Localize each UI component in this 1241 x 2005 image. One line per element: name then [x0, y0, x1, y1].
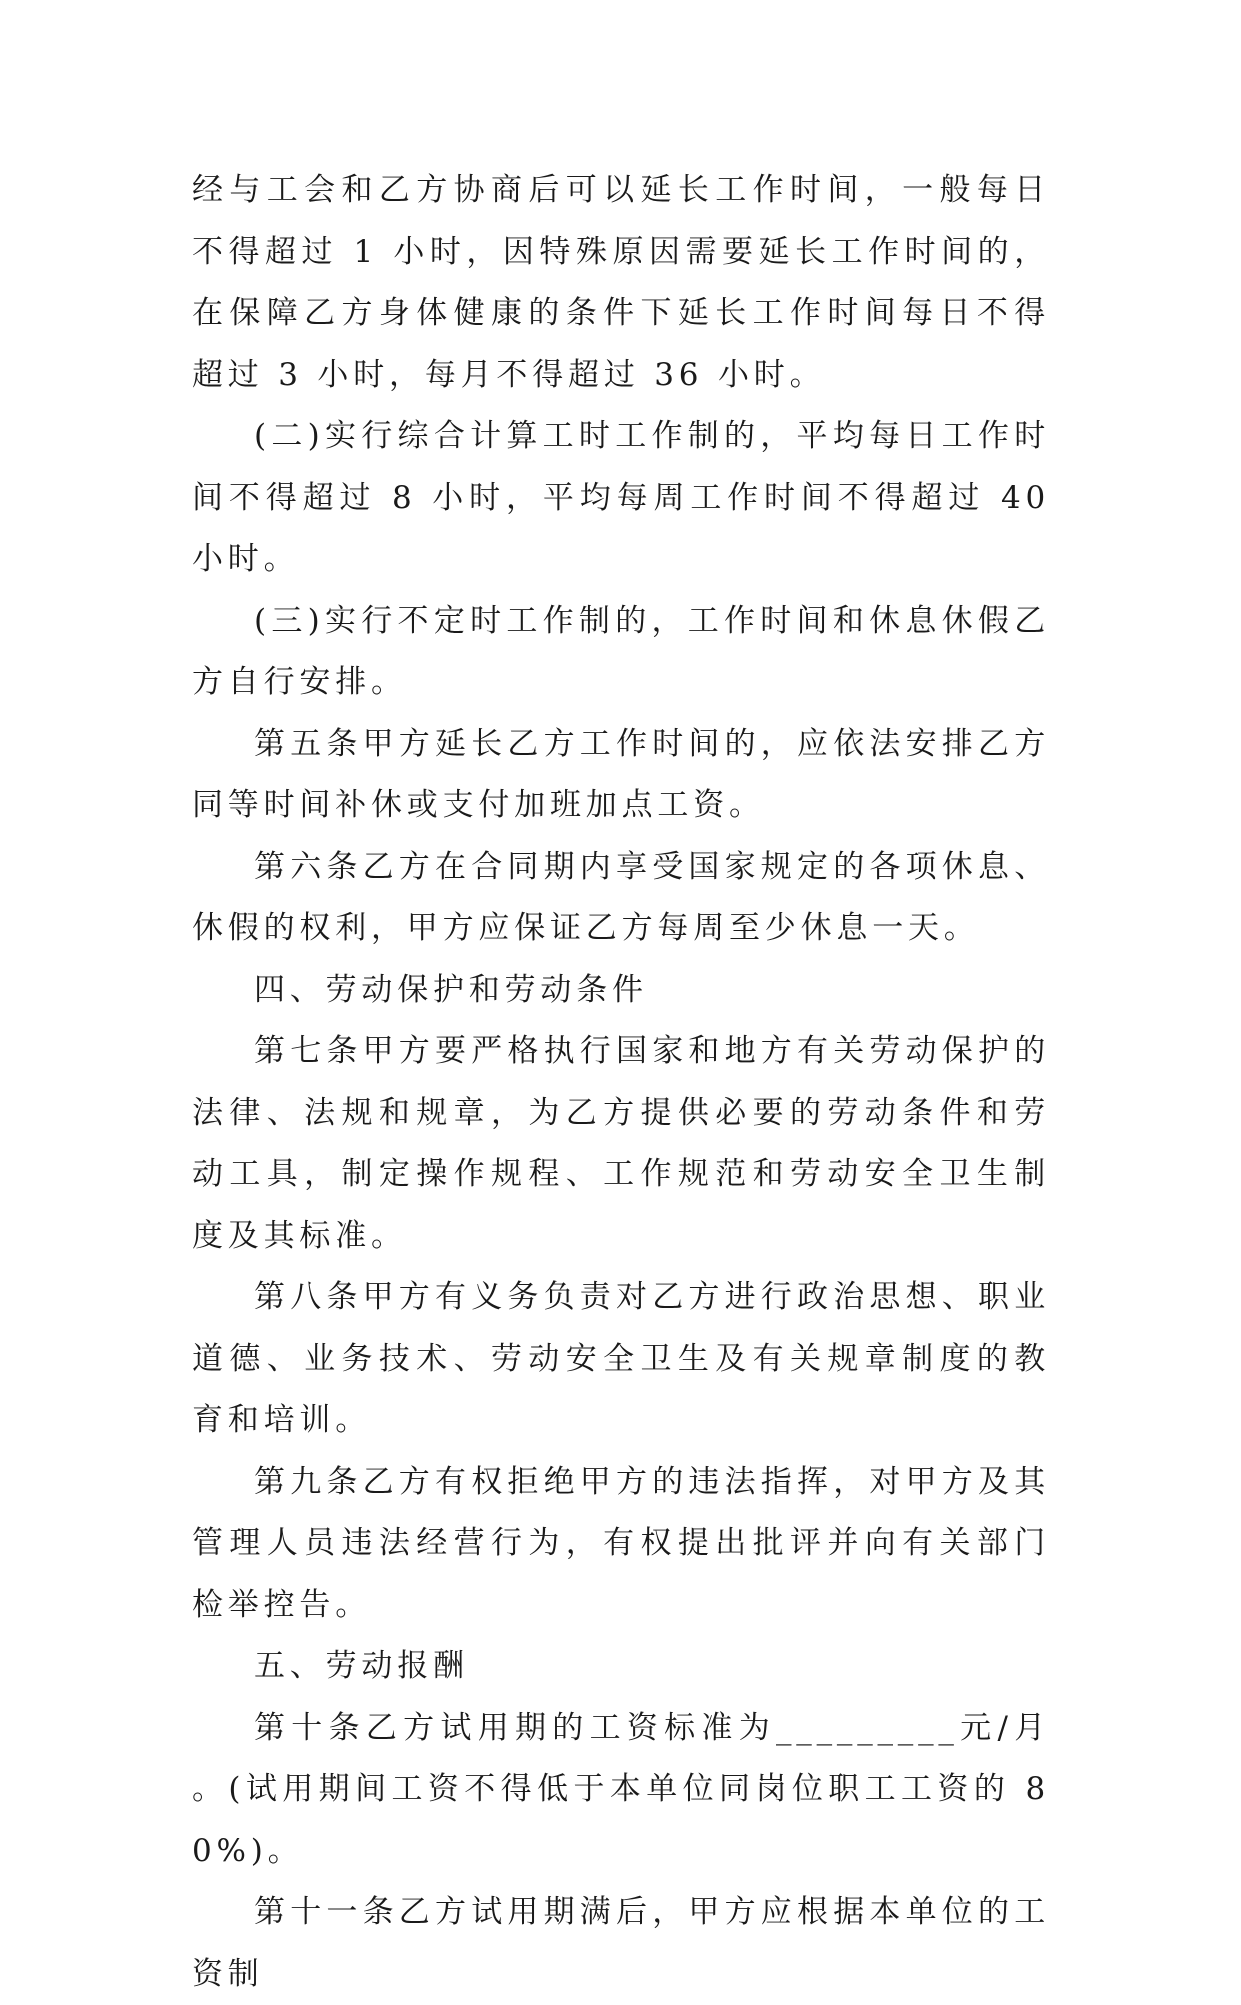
document-body	[192, 160, 1050, 2005]
paragraph-article-9: 第九条乙方有权拒绝甲方的违法指挥，对甲方及其管理人员违法经营行为，有权提出批评并向有关部门检举控告。	[192, 1463, 1050, 1623]
paragraph-article-5: 第五条甲方延长乙方工作时间的，应依法安排乙方同等时间补休或支付加班加点工资。	[192, 725, 1050, 823]
paragraph-item-three: (三)实行不定时工作制的，工作时间和休息休假乙方自行安排。	[192, 602, 1050, 700]
paragraph-article-7: 第七条甲方要严格执行国家和地方有关劳动保护的法律、法规和规章，为乙方提供必要的劳动条件和劳动工具，制定操作规程、工作规范和劳动安全卫生制度及其标准。	[192, 1033, 1050, 1254]
paragraph-article-6: 第六条乙方在合同期内享受国家规定的各项休息、休假的权利，甲方应保证乙方每周至少休息一天。	[192, 848, 1050, 946]
section-heading-5: 五、劳动报酬	[254, 1648, 469, 1684]
paragraph-article-10: 第十条乙方试用期的工资标准为_________元/月。(试用期间工资不得低于本单位同岗位职工工资的 80%)。	[192, 1709, 1050, 1869]
paragraph-article-11: 第十一条乙方试用期满后，甲方应根据本单位的工资制	[192, 1894, 1050, 1992]
paragraph-continuation: 经与工会和乙方协商后可以延长工作时间，一般每日不得超过 1 小时，因特殊原因需要延长工作时间的，在保障乙方身体健康的条件下延长工作时间每日不得超过 3 小时，每月不得超过 36 小时。	[192, 172, 1050, 393]
paragraph-article-8: 第八条甲方有义务负责对乙方进行政治思想、职业道德、业务技术、劳动安全卫生及有关规章制度的教育和培训。	[192, 1279, 1050, 1438]
section-heading-4: 四、劳动保护和劳动条件	[254, 971, 648, 1008]
paragraph-item-two: (二)实行综合计算工时工作制的，平均每日工作时间不得超过 8 小时，平均每周工作时间不得超过 40 小时。	[192, 418, 1050, 577]
